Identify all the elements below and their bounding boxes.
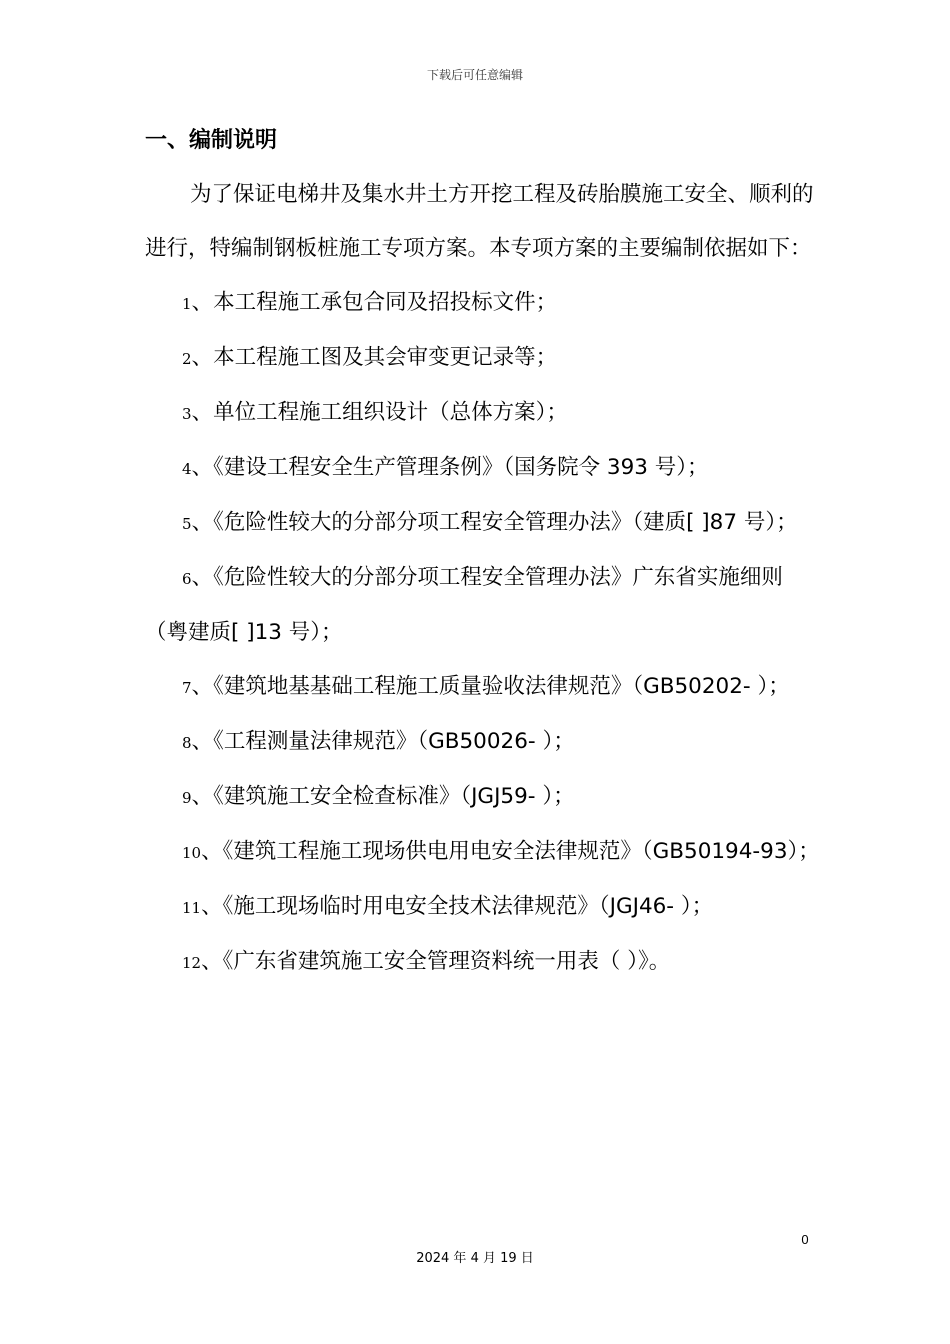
item-number: 3 [182,405,192,423]
item-text: 《广东省建筑施工安全管理资料统一用表（ ）》。 [222,949,671,974]
item-separator: 、 [191,674,214,699]
item-number: 5 [182,515,192,533]
list-item [145,935,825,990]
list-item [145,715,825,770]
item-separator: 、 [191,400,214,425]
document-body [145,168,825,990]
list-item [145,496,825,551]
item-text: 《建筑施工安全检查标准》（JGJ59- ）； [213,784,575,809]
item-separator: 、 [191,510,214,535]
item-text: 《危险性较大的分部分项工程安全管理办法》（建质[ ]87 号）； [213,510,798,535]
item-text: 《建筑地基基础工程施工质量验收法律规范》（GB50202- ）； [213,674,790,699]
footer-date: 2024 年 4 月 19 日 [416,1251,534,1266]
list-item [145,551,825,660]
item-number: 12 [182,954,202,972]
item-separator: 、 [201,839,223,864]
item-separator: 、 [191,345,214,370]
item-separator: 、 [201,894,223,919]
item-number: 2 [182,350,192,368]
item-number: 9 [182,789,192,807]
header-note: 下载后可任意编辑 [426,68,523,82]
item-text: 单位工程施工组织设计（总体方案）； [213,400,568,425]
item-number: 10 [182,844,202,862]
item-text: 本工程施工承包合同及招投标文件； [213,290,558,315]
list-item [145,441,825,496]
item-separator: 、 [191,729,214,754]
item-number: 7 [182,679,192,697]
item-text: 《建筑工程施工现场供电用电安全法律规范》（GB50194-93）； [222,839,820,864]
item-text: 《工程测量法律规范》（GB50026- ）； [213,729,575,754]
item-text: 《危险性较大的分部分项工程安全管理办法》广东省实施细则（粤建质[ ]13 号）； [145,565,783,645]
list-item [145,386,825,441]
item-number: 6 [182,570,192,588]
item-separator: 、 [191,784,214,809]
list-item [145,331,825,386]
item-number: 11 [182,899,202,917]
list-item [145,880,825,935]
item-number: 8 [182,734,192,752]
item-separator: 、 [191,455,214,480]
item-separator: 、 [191,565,214,590]
item-number: 1 [182,295,192,313]
item-separator: 、 [191,290,214,315]
list-item [145,660,825,715]
item-number: 4 [182,460,192,478]
intro-paragraph: 为了保证电梯井及集水井土方开挖工程及砖胎膜施工安全、顺利的进行，特编制钢板桩施工专项方案。本专项方案的主要编制依据如下： [145,182,814,261]
item-text: 本工程施工图及其会审变更记录等； [213,345,558,370]
section-heading: 一、编制说明 [145,128,278,153]
page-number: 0 [801,1232,809,1247]
list-item [145,770,825,825]
list-item [145,276,825,331]
list-item [145,825,825,880]
item-text: 《施工现场临时用电安全技术法律规范》（JGJ46- ）； [222,894,714,919]
item-separator: 、 [201,949,223,974]
item-text: 《建设工程安全生产管理条例》（国务院令 393 号）； [213,455,709,480]
